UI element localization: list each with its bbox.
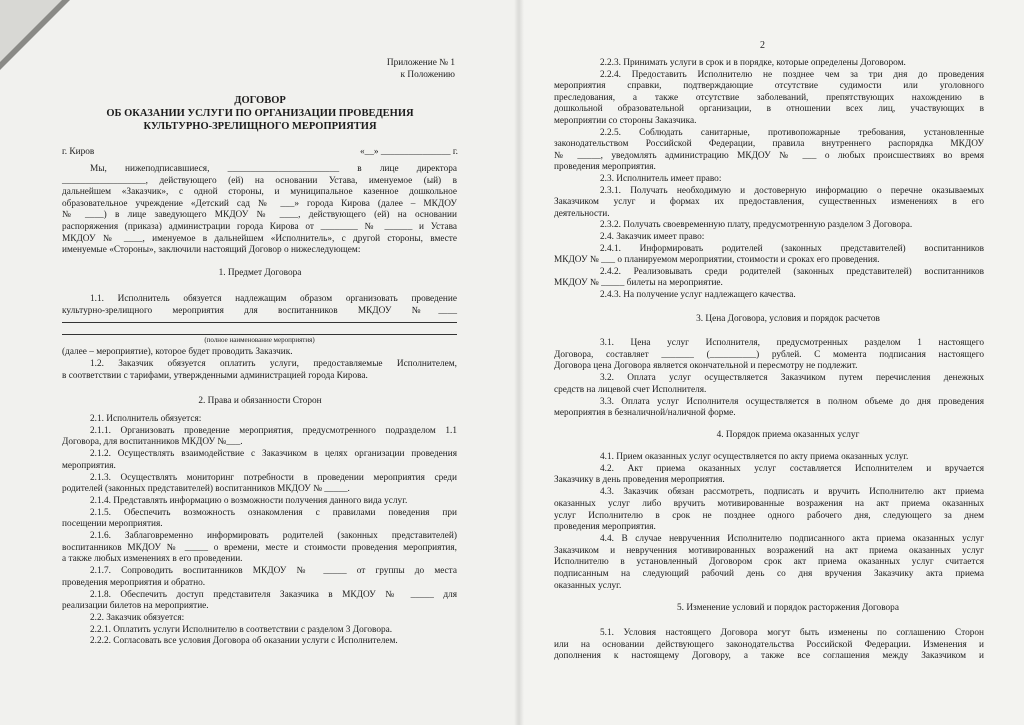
text-line: 2.2.4. Предоставить Исполнителю не позднее чем за три дня до проведения [600,69,984,80]
text-line: 2.1.7. Сопроводить воспитанников МКДОУ № _____ от группы до места [90,566,457,577]
text-line: 4.3. Заказчик обязан рассмотреть, подписать и вручить Исполнителю акт приема [600,487,984,498]
text-line: 2.4. Заказчик имеет право: [600,232,705,242]
text-line: 2.2.5. Соблюдать санитарные, противопожарные требования, установленные [600,127,984,138]
text-line: 2.2.2. Согласовать все условия Договора об оказании услуги с Исполнителем. [90,636,398,647]
blank-line [62,334,457,335]
text-line: проведения мероприятия. [554,522,656,533]
text-line: образовательное учреждение «Детский сад № ___» города Кирова (далее – МКДОУ [62,198,457,209]
right-page [518,0,1024,725]
text-line: 2.2.1. Оплатить услуги Исполнителю в соответствии с разделом 3 Договора. [90,624,393,635]
document-title: ДОГОВОР [234,95,286,106]
section-5-title: 5. Изменение условий и порядок расторжения Договора [677,603,899,613]
text-line: Исполнителю в установленный Договором срок акт приема оказанных услуг считается [554,557,984,568]
text-line: оказанных услуг либо вручить мотивированные возражения на акт приема оказанных [554,498,984,509]
text-line: 2.1.3. Осуществлять мониторинг потребности в проведении мероприятия среди [90,472,457,483]
text-line: МКДОУ № ____, именуемое в дальнейшем «Исполнитель», с другой стороны, вместе [62,233,457,244]
text-line: преследования, а также отсутствие заболеваний, препятствующих нахождению в [554,92,984,103]
text-line: Договора, для воспитанников МКДОУ №___. [62,437,243,448]
text-line: № _____, уведомлять администрацию МКДОУ № ___ о любых происшествиях во время [554,150,984,161]
text-line: 2.1.5. Обеспечить возможность ознакомления с правилами поведения при [90,507,457,518]
text-line: реализации билетов на мероприятие. [62,601,209,612]
text-line: а также любых изменениях в его проведении. [62,554,243,565]
contract-date: «__» _______________ г. [359,147,458,157]
text-line: 2.3.1. Получать необходимую и достоверную информацию о перечне оказываемых [600,185,984,196]
text-line: 2.3.2. Получать своевременную плату, предусмотренную разделом 3 Договора. [600,220,913,231]
section-3-title: 3. Цена Договора, условия и порядок расчетов [696,314,880,324]
blank-line-caption: (полное наименование мероприятия) [204,336,315,344]
text-line: проведения мероприятия и обратно. [62,577,206,588]
text-line: Договора цена Договора является окончательной и пересмотру не подлежит. [554,361,858,372]
text-line: 2.1.1. Организовать проведение мероприятия, предусмотренного подразделом 1.1 [90,425,457,436]
text-line: 2.1.2. Осуществлять взаимодействие с Заказчиком в целях организации проведения [90,449,457,460]
section-2-title: 2. Права и обязанности Сторон [198,396,322,406]
text-line: подписанным на следующий рабочий день со дня вручения Заказчику акта приема [554,569,984,579]
text-line: услуг Исполнителю в срок не позднее одного рабочего дня, следующего за днем [554,510,984,521]
text-line: проведения мероприятия. [554,162,656,173]
text-line: Заказчику в день проведения мероприятия. [554,475,725,486]
text-line: Заказчиком и неврученния мотивированных возражений на акт приема оказанных услуг [554,545,984,556]
text-line: Мы, нижеподписавшиеся, ________________________ в лице директора [90,164,457,174]
text-line: МКДОУ № _____ билеты на мероприятие. [554,278,723,289]
text-line: 4.2. Акт приема оказанных услуг составляется Исполнителем и вручается [600,463,984,474]
text-line: мероприятия в безналичной/наличной форме. [554,408,736,419]
text-line: 2.4.1. Информировать родителей (законных представителей) воспитанников [600,243,984,254]
page-number: 2 [760,40,765,51]
text-line: Договора, составляет _______ (__________) рублей. С момента подписания настоящего [554,349,984,360]
text-line: 2.3. Исполнитель имеет право: [600,174,722,184]
text-line: 5.1. Условия настоящего Договора могут быть изменены по соглашению Сторон [600,628,984,638]
clause-1-1-line-1: 1.1. Исполнитель обязуется надлежащим образом организовать проведение [90,294,457,304]
text-line: дошкольной образовательной организации, в отношении всех лиц, участвующих в [554,104,984,115]
section-1-title: 1. Предмет Договора [218,268,302,278]
text-line: посещении мероприятия. [62,519,163,530]
text-line: мероприятия. [62,460,116,471]
text-line: средств на лицевой счет Исполнителя. [554,384,707,395]
text-line: 3.2. Оплата услуг осуществляется Заказчиком путем перечисления денежных [600,373,984,384]
text-line: или на основании действующего законодательства Российской Федерации. Изменения и [554,639,984,650]
clause-1-2-line-1: 1.2. Заказчик обязуется оплатить услуги, предоставляемые Исполнителем, [90,359,457,369]
text-line: __________________, действующего (ей) на основании Устава, именуемое (ый) в [62,175,457,186]
text-line: воспитанников МКДОУ № _____ о времени, месте и стоимости проведения мероприятия, [62,542,457,553]
clause-1-1-end: (далее – мероприятие), которое будет проводить Заказчик. [62,347,293,357]
text-line: 2.1.6. Заблаговременно информировать родителей (законных представителей) [90,531,457,541]
text-line: 2.4.3. На получение услуг надлежащего качества. [600,290,796,300]
blank-line [62,322,457,323]
text-line: оказанных услуг. [554,580,622,591]
text-line: № ____) в лице заведующего МКДОУ № ____, действующего (ей) на основании [62,210,457,221]
clause-1-2-line-2: в соответствии с тарифами, утвержденными администрацией города Кирова. [62,371,368,381]
text-line: мероприятии со стороны Заказчика. [554,116,697,126]
text-line: 2.4.2. Реализовывать среди родителей (законных представителей) воспитанников [600,266,984,277]
appendix-line-2: к Положению [400,70,455,80]
text-line: именуемые «Стороны», заключили настоящий Договор о нижеследующем: [62,245,361,256]
text-line: деятельности. [554,208,610,219]
text-line: МКДОУ № ___ о планируемом мероприятии, стоимости и сроках его проведения. [554,255,880,266]
document-title-line-2: ОБ ОКАЗАНИИ УСЛУГИ ПО ОРГАНИЗАЦИИ ПРОВЕДЕНИЯ [106,108,414,119]
text-line: 2.1.8. Обеспечить доступ представителя Заказчика в МКДОУ № _____ для [90,589,457,600]
text-line: 2.2. Заказчик обязуется: [90,612,185,623]
text-line: мероприятия справки, подтверждающие отсутствие судимости или уголовного [554,81,984,92]
text-line: родителей (законных представителей) воспитанников МКДОУ № _____. [62,484,350,495]
text-line: 2.2.3. Принимать услуги в срок и в порядке, которые определены Договором. [600,58,906,68]
text-line: дальнейшем «Заказчик», с одной стороны, и муниципальное казенное дошкольное [62,187,457,198]
text-line: 2.1. Исполнитель обязуется: [90,414,202,424]
document-title-line-3: КУЛЬТУРНО-ЗРЕЛИЩНОГО МЕРОПРИЯТИЯ [143,121,377,132]
appendix-line-1: Приложение № 1 [386,58,455,68]
text-line: 3.1. Цена услуг Исполнителя, предусмотренных разделом 1 настоящего [600,338,984,348]
folded-corner [0,0,62,62]
text-line: 4.1. Прием оказанных услуг осуществляется по акту приема оказанных услуг. [600,452,909,462]
text-line: 4.4. В случае неврученния Исполнителю подписанного акта приема оказанных услуг [600,533,984,544]
page-fold [514,0,524,725]
text-line: Заказчиком услуг и формах их предоставления, существенных изменениях в его [554,197,984,208]
clause-1-1-line-2: культурно-зрелищного мероприятия для воспитанников МКДОУ №____ [62,306,457,316]
text-line: дополнения к настоящему Договору, а также все соглашения между Заказчиком и [554,651,984,662]
text-line: распоряжения (приказа) администрации города Кирова от ________ № ______ и Устава [62,222,457,232]
text-line: 3.3. Оплата услуг Исполнителя осуществляется в полном объеме до дня проведения [600,396,984,407]
text-line: законодательством Российской Федерации, правила внутреннего распорядка МКДОУ [554,139,984,150]
city-label: г. Киров [62,147,95,157]
section-4-title: 4. Порядок приема оказанных услуг [716,430,860,440]
text-line: 2.1.4. Представлять информацию о возможности получения данного вида услуг. [90,495,408,506]
